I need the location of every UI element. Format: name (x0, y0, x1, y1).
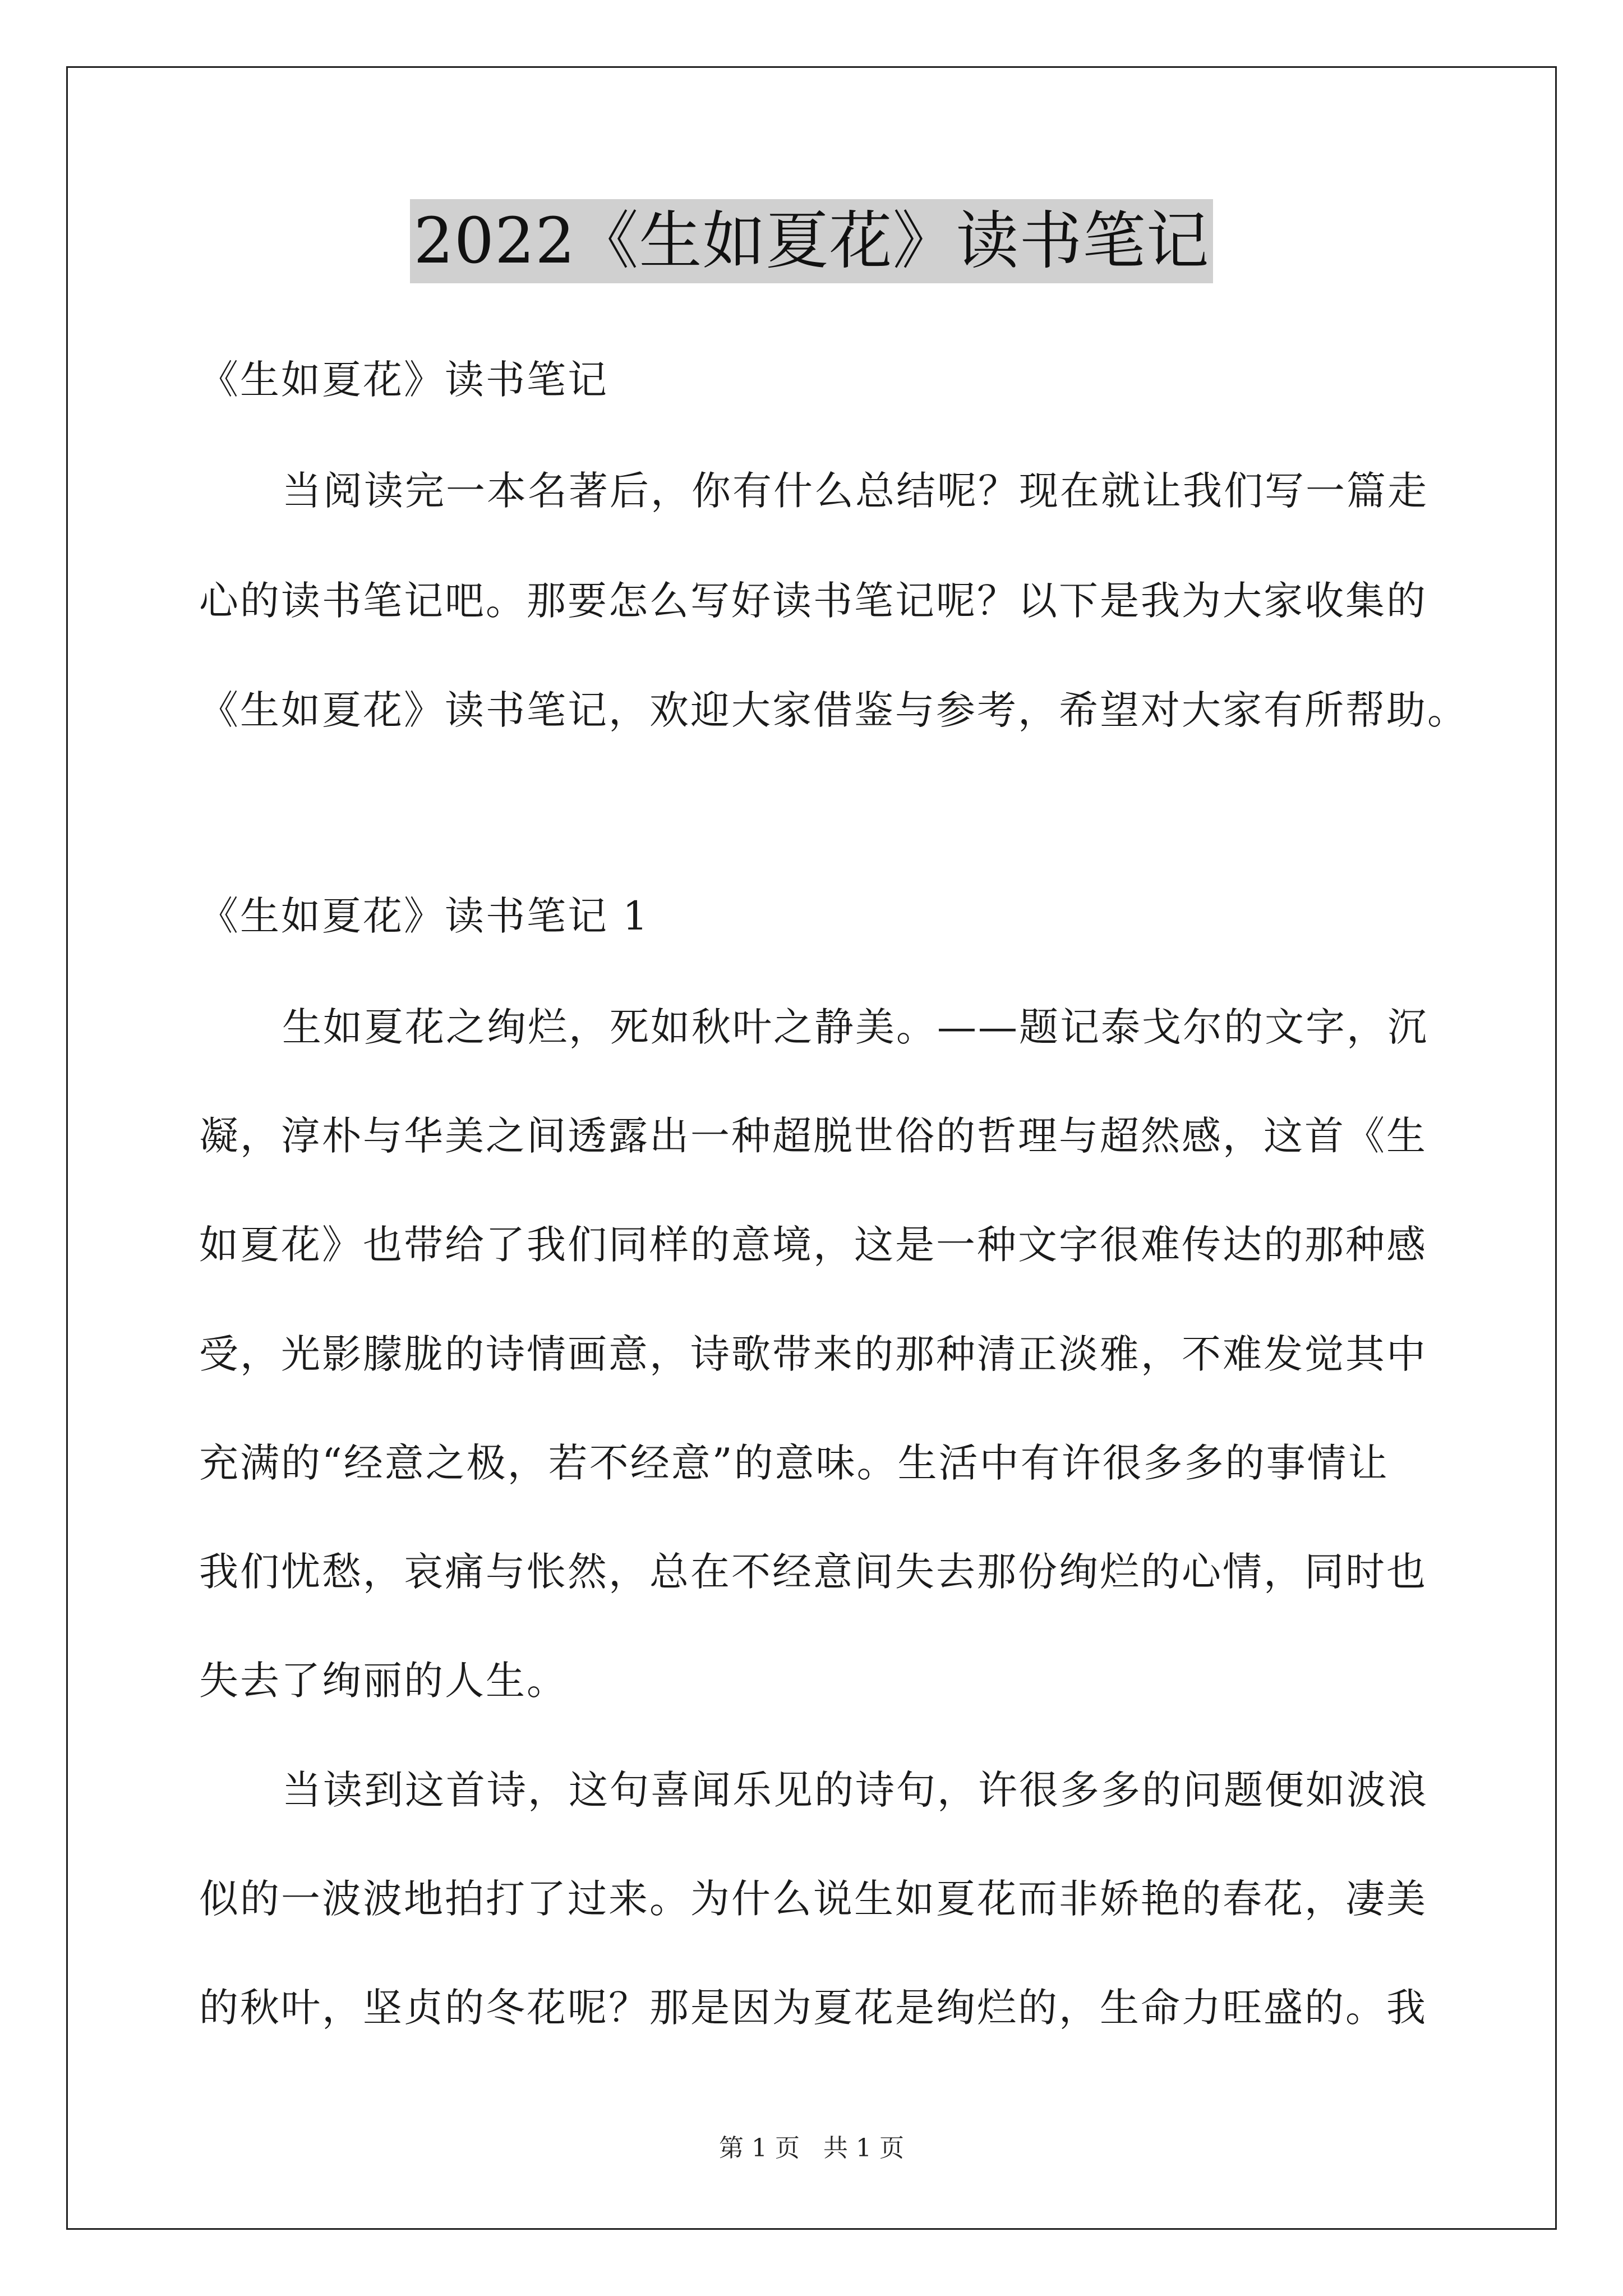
page-footer (0, 2132, 1623, 2165)
intro-heading-block (199, 352, 1427, 408)
paragraph-1-cont (199, 1653, 1427, 1709)
section-heading-block (199, 888, 1427, 944)
paragraph-line: 生如夏花之绚烂，死如秋叶之静美。——题记泰戈尔的文字，沉 (282, 1004, 1428, 1050)
paragraph-line: 当读到这首诗，这句喜闻乐见的诗句，许很多多的问题便如波浪 (282, 1767, 1428, 1813)
intro-heading: 《生如夏花》读书笔记 (199, 357, 608, 403)
intro-paragraph-cont (199, 573, 1427, 629)
page-number: 第 1 页 (719, 2134, 800, 2162)
paragraph-line: 如夏花》也带给了我们同样的意境，这是一种文字很难传达的那种感 (199, 1222, 1427, 1268)
paragraph-line: 似的一波波地拍打了过来。为什么说生如夏花而非娇艳的春花，凄美 (199, 1876, 1427, 1922)
paragraph-1-cont (199, 1217, 1427, 1273)
paragraph-1 (199, 999, 1427, 1055)
paragraph-1-cont (199, 1544, 1427, 1600)
paragraph-line: 凝，淳朴与华美之间透露出一种超脱世俗的哲理与超然感，这首《生 (199, 1113, 1427, 1159)
page-total: 共 1 页 (823, 2134, 904, 2162)
paragraph-2 (199, 1762, 1427, 1818)
intro-paragraph-cont (199, 682, 1468, 738)
paragraph-line: 的秋叶，坚贞的冬花呢？那是因为夏花是绚烂的，生命力旺盛的。我 (199, 1985, 1427, 2031)
paragraph-1-cont (199, 1108, 1427, 1164)
paragraph-line: 我们忧愁，哀痛与怅然，总在不经意间失去那份绚烂的心情，同时也 (199, 1549, 1427, 1595)
paragraph-2-cont (199, 1871, 1427, 1927)
paragraph-line: 《生如夏花》读书笔记，欢迎大家借鉴与参考，希望对大家有所帮助。 (199, 687, 1468, 733)
paragraph-line: 受，光影朦胧的诗情画意，诗歌带来的那种清正淡雅，不难发觉其中 (199, 1331, 1427, 1377)
paragraph-line: 失去了绚丽的人生。 (199, 1658, 568, 1704)
paragraph-line: 心的读书笔记吧。那要怎么写好读书笔记呢？以下是我为大家收集的 (199, 578, 1427, 624)
title-container (0, 199, 1623, 283)
section-heading: 《生如夏花》读书笔记 1 (199, 893, 649, 939)
document-title: 2022《生如夏花》读书笔记 (410, 199, 1212, 283)
paragraph-2-cont (199, 1980, 1427, 2036)
paragraph-line: 当阅读完一本名著后，你有什么总结呢？现在就让我们写一篇走 (282, 468, 1428, 514)
paragraph-1-cont (199, 1435, 1427, 1491)
paragraph-1-cont (199, 1326, 1427, 1382)
intro-paragraph (199, 463, 1427, 519)
paragraph-line: 充满的“经意之极，若不经意”的意味。生活中有许很多多的事情让 (199, 1440, 1389, 1486)
